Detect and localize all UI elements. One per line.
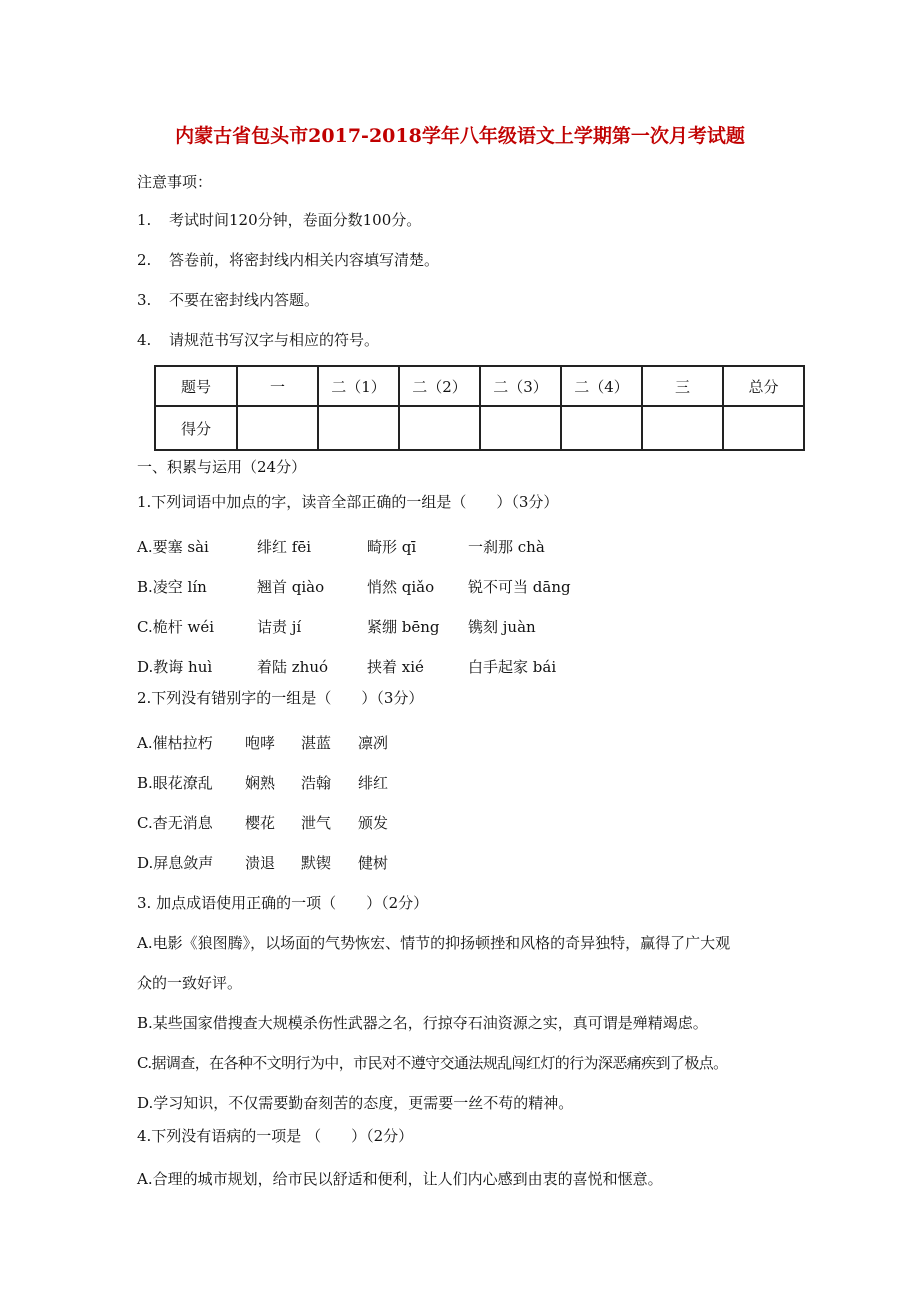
score-table — [154, 365, 805, 451]
q1-option: 锐不可当 dāng — [468, 578, 571, 596]
q4-stem: 4.下列没有语病的一项是 （ ）（2分） — [137, 1127, 414, 1145]
score-cell — [642, 406, 723, 450]
q3-option-b: B.某些国家借搜查大规模杀伤性武器之名，行掠夺石油资源之实，真可谓是殚精竭虑。 — [137, 1014, 708, 1032]
q3-option-a-line2: 众的一致好评。 — [137, 974, 243, 992]
page-title: 内蒙古省包头市2017-2018学年八年级语文上学期第一次月考试题 — [175, 125, 745, 147]
section-heading: 一、积累与运用（24分） — [137, 458, 307, 476]
q1-option: 诘责 jí — [257, 618, 302, 636]
q3-option-d: D.学习知识，不仅需要勤奋刻苦的态度，更需要一丝不苟的精神。 — [137, 1094, 574, 1112]
q2-option: 溃退 — [245, 854, 276, 872]
q1-option: 着陆 zhuó — [257, 658, 329, 676]
score-cell — [723, 406, 804, 450]
score-header-cell: 总分 — [723, 366, 804, 406]
note-text: 不要在密封线内答题。 — [169, 291, 320, 309]
q1-option: 一刹那 chà — [468, 538, 545, 556]
score-header-cell: 一 — [237, 366, 318, 406]
q1-stem: 1.下列词语中加点的字，读音全部正确的一组是（ ）（3分） — [137, 493, 559, 511]
score-header-cell: 二（4） — [561, 366, 642, 406]
q2-option: 颁发 — [358, 814, 389, 832]
note-number: 2. — [137, 251, 152, 269]
q2-option: 健树 — [358, 854, 389, 872]
score-cell — [237, 406, 318, 450]
score-cell — [318, 406, 399, 450]
q3-stem: 3. 加点成语使用正确的一项（ ）（2分） — [137, 894, 429, 912]
note-item — [137, 290, 319, 310]
q2-option: 泄气 — [301, 814, 332, 832]
score-row-label: 得分 — [155, 406, 237, 450]
q1-option: 翘首 qiào — [257, 578, 325, 596]
q1-option: 畸形 qī — [367, 538, 417, 556]
q2-option: 咆哮 — [245, 734, 276, 752]
q2-option: 湛蓝 — [301, 734, 332, 752]
q1-option: 紧绷 bēng — [367, 618, 440, 636]
q1-option: 白手起家 bái — [468, 658, 557, 676]
score-cell — [399, 406, 480, 450]
q2-option: C.杳无消息 — [137, 814, 213, 832]
score-header-cell: 二（3） — [480, 366, 561, 406]
note-number: 4. — [137, 331, 152, 349]
q2-stem: 2.下列没有错别字的一组是（ ）（3分） — [137, 689, 424, 707]
q2-option: 默锲 — [301, 854, 332, 872]
q2-option: A.催枯拉朽 — [137, 734, 213, 752]
score-table-score-row — [155, 406, 804, 450]
note-item — [137, 330, 379, 350]
q2-option: D.屏息敛声 — [137, 854, 214, 872]
q1-option: 悄然 qiǎo — [367, 578, 435, 596]
score-cell — [561, 406, 642, 450]
q3-option-a-line1: A.电影《狼图腾》，以场面的气势恢宏、情节的抑扬顿挫和风格的奇异独特，赢得了广大观 — [137, 934, 731, 952]
note-number: 3. — [137, 291, 152, 309]
score-table-header-row — [155, 366, 804, 406]
q1-option: D.教诲 huì — [137, 658, 213, 676]
note-text: 考试时间120分钟，卷面分数100分。 — [169, 211, 422, 229]
score-header-cell: 二（1） — [318, 366, 399, 406]
q2-option: B.眼花潦乱 — [137, 774, 213, 792]
q4-option-a: A.合理的城市规划，给市民以舒适和便利，让人们内心感到由衷的喜悦和惬意。 — [137, 1170, 663, 1188]
score-header-cell: 二（2） — [399, 366, 480, 406]
note-text: 答卷前，将密封线内相关内容填写清楚。 — [169, 251, 440, 269]
q1-option: 绯红 fēi — [257, 538, 311, 556]
q2-option: 浩翰 — [301, 774, 332, 792]
q1-option: C.桅杆 wéi — [137, 618, 214, 636]
q1-option: A.要塞 sài — [137, 538, 209, 556]
q2-option: 樱花 — [245, 814, 276, 832]
note-text: 请规范书写汉字与相应的符号。 — [169, 331, 380, 349]
q1-option: 挟着 xié — [367, 658, 424, 676]
q2-option: 凛冽 — [358, 734, 389, 752]
q3-option-c: C.据调查，在各种不文明行为中，市民对不遵守交通法规乱闯红灯的行为深恶痛疾到了极点。 — [137, 1054, 728, 1072]
q1-option: B.凌空 lín — [137, 578, 207, 596]
score-header-cell: 题号 — [155, 366, 237, 406]
notes-heading: 注意事项： — [137, 173, 213, 191]
note-number: 1. — [137, 211, 152, 229]
score-cell — [480, 406, 561, 450]
note-item — [137, 210, 421, 230]
q2-option: 绯红 — [358, 774, 389, 792]
score-header-cell: 三 — [642, 366, 723, 406]
note-item — [137, 250, 439, 270]
q2-option: 娴熟 — [245, 774, 276, 792]
q1-option: 镌刻 juàn — [468, 618, 536, 636]
